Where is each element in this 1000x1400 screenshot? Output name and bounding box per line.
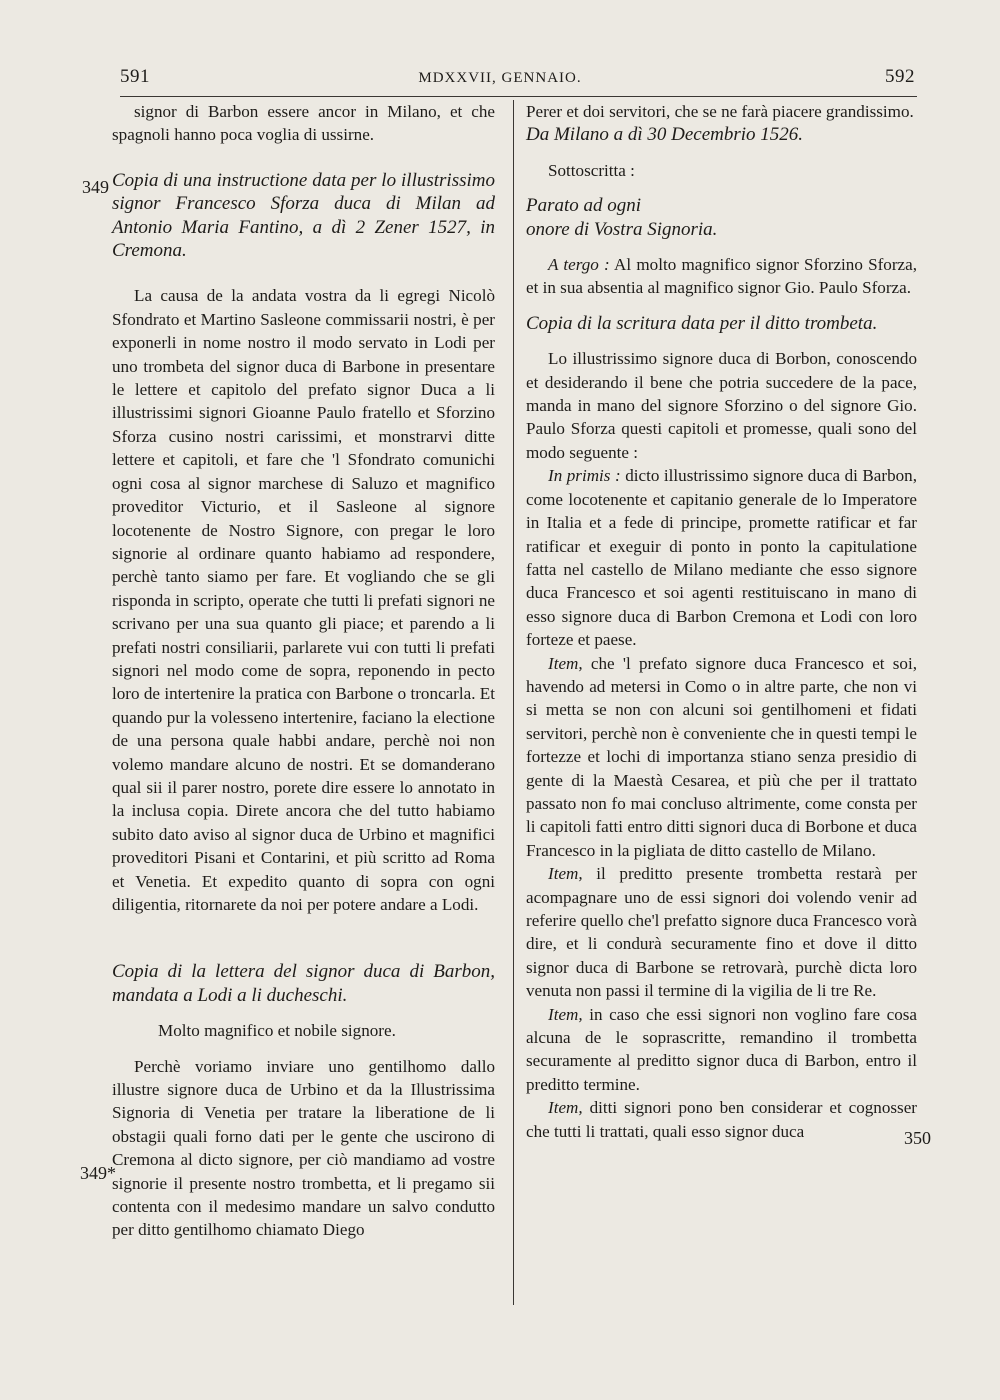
letter-body: Perchè voriamo inviare uno gentilhomo dallo illustre signore duca de Urbino et da la Illustrissima Signoria di Venetia per tratare la liberatione de li obstagii quali forno dati per le gente che uscirono di Cremona al dicto signore, per ciò mandiamo ad vostre signorie il presente nostro trombetta, et li pregamo sii contenta con il medesimo mandare un salvo condutto per ditto gentilhomo chiamato Diego xyxy=(112,1056,495,1240)
margin-number-349: 349 xyxy=(82,177,109,197)
signature-note: Sottoscritta : xyxy=(548,160,635,180)
item-label: In primis : xyxy=(548,466,621,486)
tergo-address xyxy=(526,253,917,300)
right-paragraph-1: Perer et doi servitori, che se ne farà piacere grandissimo. xyxy=(526,102,914,121)
item-in-primis xyxy=(526,464,917,651)
item-4 xyxy=(526,1003,917,1097)
letter-heading: Copia di la lettera del signor duca di Barbon, mandata a Lodi a li ducheschi. xyxy=(112,961,495,1006)
item-label: Item, xyxy=(548,1098,583,1118)
item-text: il preditto presente trombetta restarà per acompagnare uno de essi signori doi volendo venir ad referire quello che'l prefatto signore duca Francesco vorà dire, et li condurà securamente fino et dove il ditto signor duca di Barbone se retrovarà, purchè dicta loro venuta non passi il termine di la vigilia de li tre Re. xyxy=(526,864,917,1001)
item-5 xyxy=(526,1096,917,1143)
tergo-label: A tergo : xyxy=(548,255,610,275)
column-divider xyxy=(513,100,514,1305)
item-label: Item, xyxy=(548,1004,583,1024)
margin-number-350: 350 xyxy=(904,1128,931,1148)
left-paragraph-1: signor di Barbon essere ancor in Milano, et che spagnoli hanno poca voglia di ussirne. xyxy=(112,102,495,145)
item-text: dicto illustrissimo signore duca di Barbon, come locotenente et capitanio generale de lo Imperatore in Italia et a fede di principe, promette ratificar et far ratificar et exeguir di ponto in ponto la capitulatione fatta nel castello de Milano mediante che esso signore duca Francesco et soi agenti restituiscano in mano di esso signore duca di Barbon Cremona et Lodi con loro forteze et paese. xyxy=(526,466,917,650)
margin-number-349-star: 349* xyxy=(80,1163,116,1183)
item-3 xyxy=(526,862,917,1002)
left-column xyxy=(112,100,495,1242)
instruction-heading: Copia di una instructione data per lo illustrissimo signor Francesco Sforza duca di Milan ad Antonio Maria Fantino, a dì 2 Zener 1527, in Cremona. xyxy=(112,169,495,262)
scritura-heading: Copia di la scritura data per il ditto trombeta. xyxy=(526,312,878,334)
item-label: Item, xyxy=(548,653,583,673)
page-number-right: 592 xyxy=(885,66,915,87)
instruction-body: La causa de la andata vostra da li egregi Nicolò Sfondrato et Martino Sasleone commissarii nostri, è per exponerli in nome nostro il modo servato in Lodi per uno trombeta del signor duca di Barbone in presentare le lettere et capitolo del prefato signor Duca a li illustrissimi signori Gioanne Paulo fratello et Sforzino Sforza cusino nostri carissimi, et monstrarvi ditte lettere et capitoli, et fare che 'l Sfondrato comunichi ogni cosa al signor marchese di Saluzo et magnifico proveditor Victurio, et il Sasleone al signore locotenente de Nostro Signore, con pregar le loro signorie al ordinare quanto habiamo ad respondere, perchè tanto siamo per fare. Et vogliando che se gli risponda in scripto, operate che tutti li prefati signori ne scrivano per una sua quanto gli piace; et parendo a li prefati nostri consiliarii, parlarete vui con tutti li prefati signori nel modo come de sopra, reponendo in pecto loro de intertenire la pratica con Barbone o troncarla. Et quando pur la volesseno intertenire, faciano la electione de una persona quale habbi andare, perchè noi non volemo mandare alcuno de nostri. Et se domanderano qual sii il parer nostro, porete dire essere lo annotato in la inclusa copia. Direte ancora che del tutto habiamo subito dato aviso al signor duca de Urbino et magnifici proveditori Pisani et Contarini, et più scritto ad Roma et Venetia. Et expedito quanto di sopra con ogni diligentia, ritornarete da noi per potere andare a Lodi. xyxy=(112,286,495,914)
letter-salutation: Molto magnifico et nobile signore. xyxy=(158,1021,396,1041)
scritura-intro: Lo illustrissimo signore duca di Borbon, conoscendo et desiderando il bene che potria succedere de la pace, manda in mano del signore Sforzino o del signore Gio. Paulo Sforza questi capitoli et promesse, quali sono del modo seguente : xyxy=(526,349,917,462)
item-text: che 'l prefato signore duca Francesco et soi, havendo ad metersi in Como o in altre parte, che non vi si metta se non con alcuni soi gentilhomeni et fidati servitori, perchè non è conveniente che in questi tempi le fortezze et lochi di importanza stiano senza presidio di gente di la Maestà Cesarea, et più che per il trattato passato non fo mai concluso altrimente, come consta per li capitoli fatti entro ditti signori duca di Borbone et duca Francesco in la pigliata de ditto castello de Milano. xyxy=(526,653,917,860)
item-2 xyxy=(526,652,917,863)
page-number-left: 591 xyxy=(120,66,150,87)
closing-line-2: onore di Vostra Signoria. xyxy=(526,218,718,240)
item-text: in caso che essi signori non voglino fare cosa alcuna de le soprascritte, remandino il trombetta securamente al preditto signor duca di Barbon, entro il preditto termine. xyxy=(526,1004,917,1094)
item-label: Item, xyxy=(548,864,583,884)
running-title: MDXXVII, GENNAIO. xyxy=(418,70,582,86)
closing-line-1: Parato ad ogni xyxy=(526,195,642,217)
right-column xyxy=(526,100,917,1143)
letter-dateline: Da Milano a dì 30 Decembrio 1526. xyxy=(526,124,804,146)
tergo-text: Al molto magnifico signor Sforzino Sforza, et in sua absentia al magnifico signor Gio. Paulo Sforza. xyxy=(526,255,917,298)
item-text: ditti signori pono ben considerar et cognosser che tutti li trattati, quali esso signor duca xyxy=(526,1098,917,1141)
header-rule xyxy=(120,96,917,97)
